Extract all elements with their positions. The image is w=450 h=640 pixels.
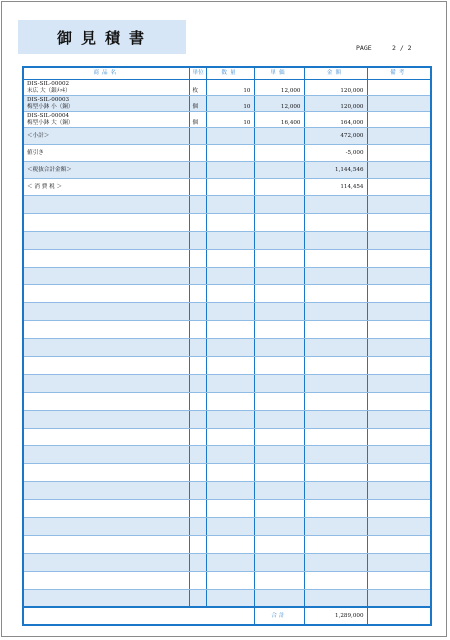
empty-row (23, 446, 431, 464)
consumption-tax-label: ＜ 消 費 税 ＞ (23, 179, 189, 196)
quantity-cell: 10 (206, 112, 254, 128)
unit-price-cell: 12,000 (254, 96, 304, 112)
product-code: DIS-SIL-00002 (27, 80, 70, 87)
unit-price-cell: 12,000 (254, 80, 304, 96)
pretax-total-row (23, 162, 431, 179)
empty-row (23, 321, 431, 339)
empty-row (23, 428, 431, 446)
empty-row (23, 535, 431, 553)
document-title: 御見積書 (18, 20, 186, 54)
consumption-tax-row (23, 179, 431, 196)
empty-row (23, 392, 431, 410)
table-row (23, 112, 431, 128)
product-code: DIS-SIL-00004 (27, 112, 70, 119)
empty-row (23, 589, 431, 607)
amount-cell: 164,000 (304, 112, 367, 128)
subtotal-label: ＜小計＞ (23, 128, 189, 145)
page-label: PAGE (356, 44, 372, 52)
unit-cell: 個 (189, 96, 206, 112)
empty-row (23, 374, 431, 392)
product-name: 末広 大（銀ﾒｯｷ） (27, 87, 71, 94)
grand-total-amount: 1,289,000 (304, 607, 367, 625)
table-row (23, 80, 431, 96)
empty-row (23, 500, 431, 518)
pretax-total-amount: 1,144,546 (304, 162, 367, 179)
estimate-table (22, 66, 432, 626)
empty-row (23, 518, 431, 536)
empty-row (23, 213, 431, 231)
empty-row (23, 285, 431, 303)
discount-row (23, 145, 431, 162)
product-name: 梅型小鉢 大（銅） (27, 119, 74, 126)
product-cell (23, 96, 189, 112)
column-header-product: 商品名 (23, 67, 189, 80)
notes-cell (367, 96, 431, 112)
product-cell (23, 80, 189, 96)
empty-row (23, 267, 431, 285)
pretax-total-label: ＜税抜合計金額＞ (23, 162, 189, 179)
empty-row (23, 196, 431, 214)
consumption-tax-amount: 114,454 (304, 179, 367, 196)
empty-row (23, 482, 431, 500)
empty-row (23, 249, 431, 267)
subtotal-row (23, 128, 431, 145)
notes-cell (367, 112, 431, 128)
table-row (23, 96, 431, 112)
column-header-quantity: 数量 (206, 67, 254, 80)
empty-row (23, 464, 431, 482)
quantity-cell: 10 (206, 96, 254, 112)
empty-row (23, 553, 431, 571)
amount-cell: 120,000 (304, 96, 367, 112)
quantity-cell: 10 (206, 80, 254, 96)
notes-cell (367, 80, 431, 96)
column-header-notes: 備考 (367, 67, 431, 80)
empty-row (23, 357, 431, 375)
empty-row (23, 410, 431, 428)
page-number: 2 / 2 (392, 44, 412, 52)
table-header-row (23, 67, 431, 80)
grand-total-row (23, 607, 431, 625)
subtotal-amount: 472,000 (304, 128, 367, 145)
column-header-amount: 金額 (304, 67, 367, 80)
amount-cell: 120,000 (304, 80, 367, 96)
unit-price-cell: 16,400 (254, 112, 304, 128)
discount-label: 値引き (23, 145, 189, 162)
column-header-unit: 単位 (189, 67, 206, 80)
product-cell (23, 112, 189, 128)
empty-row (23, 571, 431, 589)
unit-cell: 枚 (189, 80, 206, 96)
product-name: 梅型小鉢 小（銅） (27, 103, 74, 110)
unit-cell: 個 (189, 112, 206, 128)
empty-row (23, 339, 431, 357)
empty-row (23, 303, 431, 321)
grand-total-label: 合計 (254, 607, 304, 625)
empty-row (23, 231, 431, 249)
discount-amount: -5,000 (304, 145, 367, 162)
product-code: DIS-SIL-00003 (27, 96, 70, 103)
column-header-unit-price: 単価 (254, 67, 304, 80)
